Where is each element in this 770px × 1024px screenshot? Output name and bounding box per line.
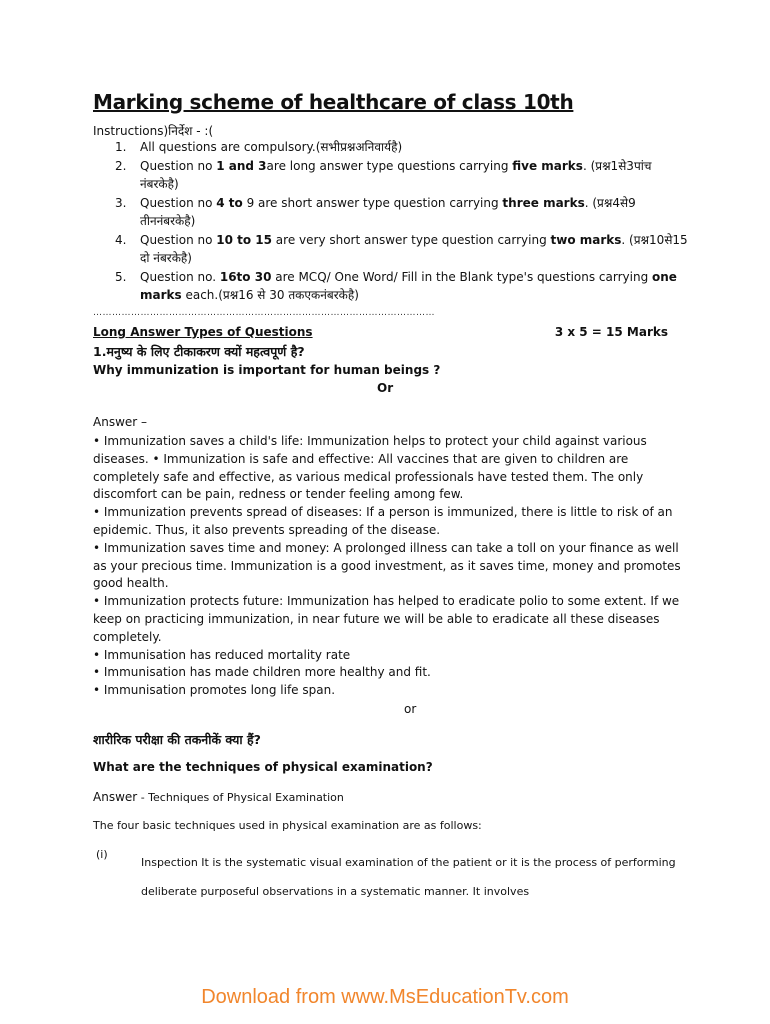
question-1-hindi: 1.मनुष्य के लिए टीकाकरण क्यों महत्वपूर्ण है? <box>93 344 305 359</box>
instructions-heading: Instructions)निर्देश - :( <box>93 124 214 138</box>
answer-paragraph: • Immunisation promotes long life span. <box>93 683 336 698</box>
answer-label: Answer – <box>93 415 148 429</box>
answer-paragraph: • Immunisation has made children more healthy and fit. <box>93 665 431 680</box>
instruction-item: 1. All questions are compulsory.(सभीप्रश्नअनिवार्यहै) <box>115 140 403 154</box>
page-title: Marking scheme of healthcare of class 10th <box>93 90 574 114</box>
or-separator: Or <box>377 381 394 395</box>
list-item-text: Inspection It is the systematic visual examination of the patient or it is the process of performing deliberate purposeful observations in a systematic manner. It involves <box>141 856 676 898</box>
answer-paragraph: • Immunization protects future: Immunization has helped to eradicate polio to some extent. If we keep on practicing immunization, in near future we will be able to eradicate all these diseases completely. <box>93 594 680 644</box>
instruction-item: 4. Question no 10 to 15 are very short answer type question carrying two marks. (प्रश्न10से15 दो नंबरकेहै) <box>115 232 688 265</box>
answer-paragraph: • Immunisation has reduced mortality rate <box>93 647 351 662</box>
instruction-item: 3. Question no 4 to 9 are short answer type question carrying three marks. (प्रश्न4से9 तीननंबरकेहै) <box>115 195 636 228</box>
download-footer-link[interactable]: Download from www.MsEducationTv.com <box>201 986 569 1008</box>
instruction-item: 2. Question no 1 and 3are long answer type questions carrying five marks. (प्रश्न1से3पांच नंबरकेहै) <box>115 158 652 191</box>
question-2-hindi: शारीरिक परीक्षा की तकनीकें क्या हैं? <box>93 732 261 747</box>
list-item-number: (i) <box>96 848 108 861</box>
section-header <box>93 325 668 339</box>
or-separator-2: or <box>404 702 417 716</box>
question-2-english: What are the techniques of physical examination? <box>93 760 433 774</box>
section-heading: Long Answer Types of Questions <box>93 325 313 339</box>
answer-paragraph: • Immunization saves a child's life: Immunization helps to protect your child against various diseases. • Immunization is safe and effective: All vaccines that are given to children are completely safe and effective, as various medical professionals have tested them. The only discomfort can be pain, redness or tender feeling among few. <box>93 434 647 502</box>
answer-body <box>93 433 683 700</box>
section-marks: 3 x 5 = 15 Marks <box>554 325 668 339</box>
answer-paragraph: • Immunization saves time and money: A prolonged illness can take a toll on your finance as well as your precious time. Immunization is a good investment, as it saves time, money and promotes good health. <box>93 540 681 591</box>
answer-2-heading <box>93 790 344 804</box>
answer-2-label: Answer <box>93 790 138 804</box>
answer-paragraph: • Immunization prevents spread of diseases: If a person is immunized, there is little to risk of an epidemic. Thus, it also prevents spreading of the disease. <box>93 505 673 537</box>
answer-2-intro: The four basic techniques used in physical examination are as follows: <box>93 819 482 832</box>
instruction-item: 5. Question no. 16to 30 are MCQ/ One Word/ Fill in the Blank type's questions carrying one marks each.(प्रश्न16 से 30 तकएकनंबरकेहै) <box>115 269 677 302</box>
answer-2-title: - Techniques of Physical Examination <box>137 791 344 804</box>
instructions-list <box>93 138 693 305</box>
question-1-english: Why immunization is important for human beings ? <box>93 363 441 377</box>
dotted-divider: ……………………………………………………………………………………………… <box>93 308 435 318</box>
